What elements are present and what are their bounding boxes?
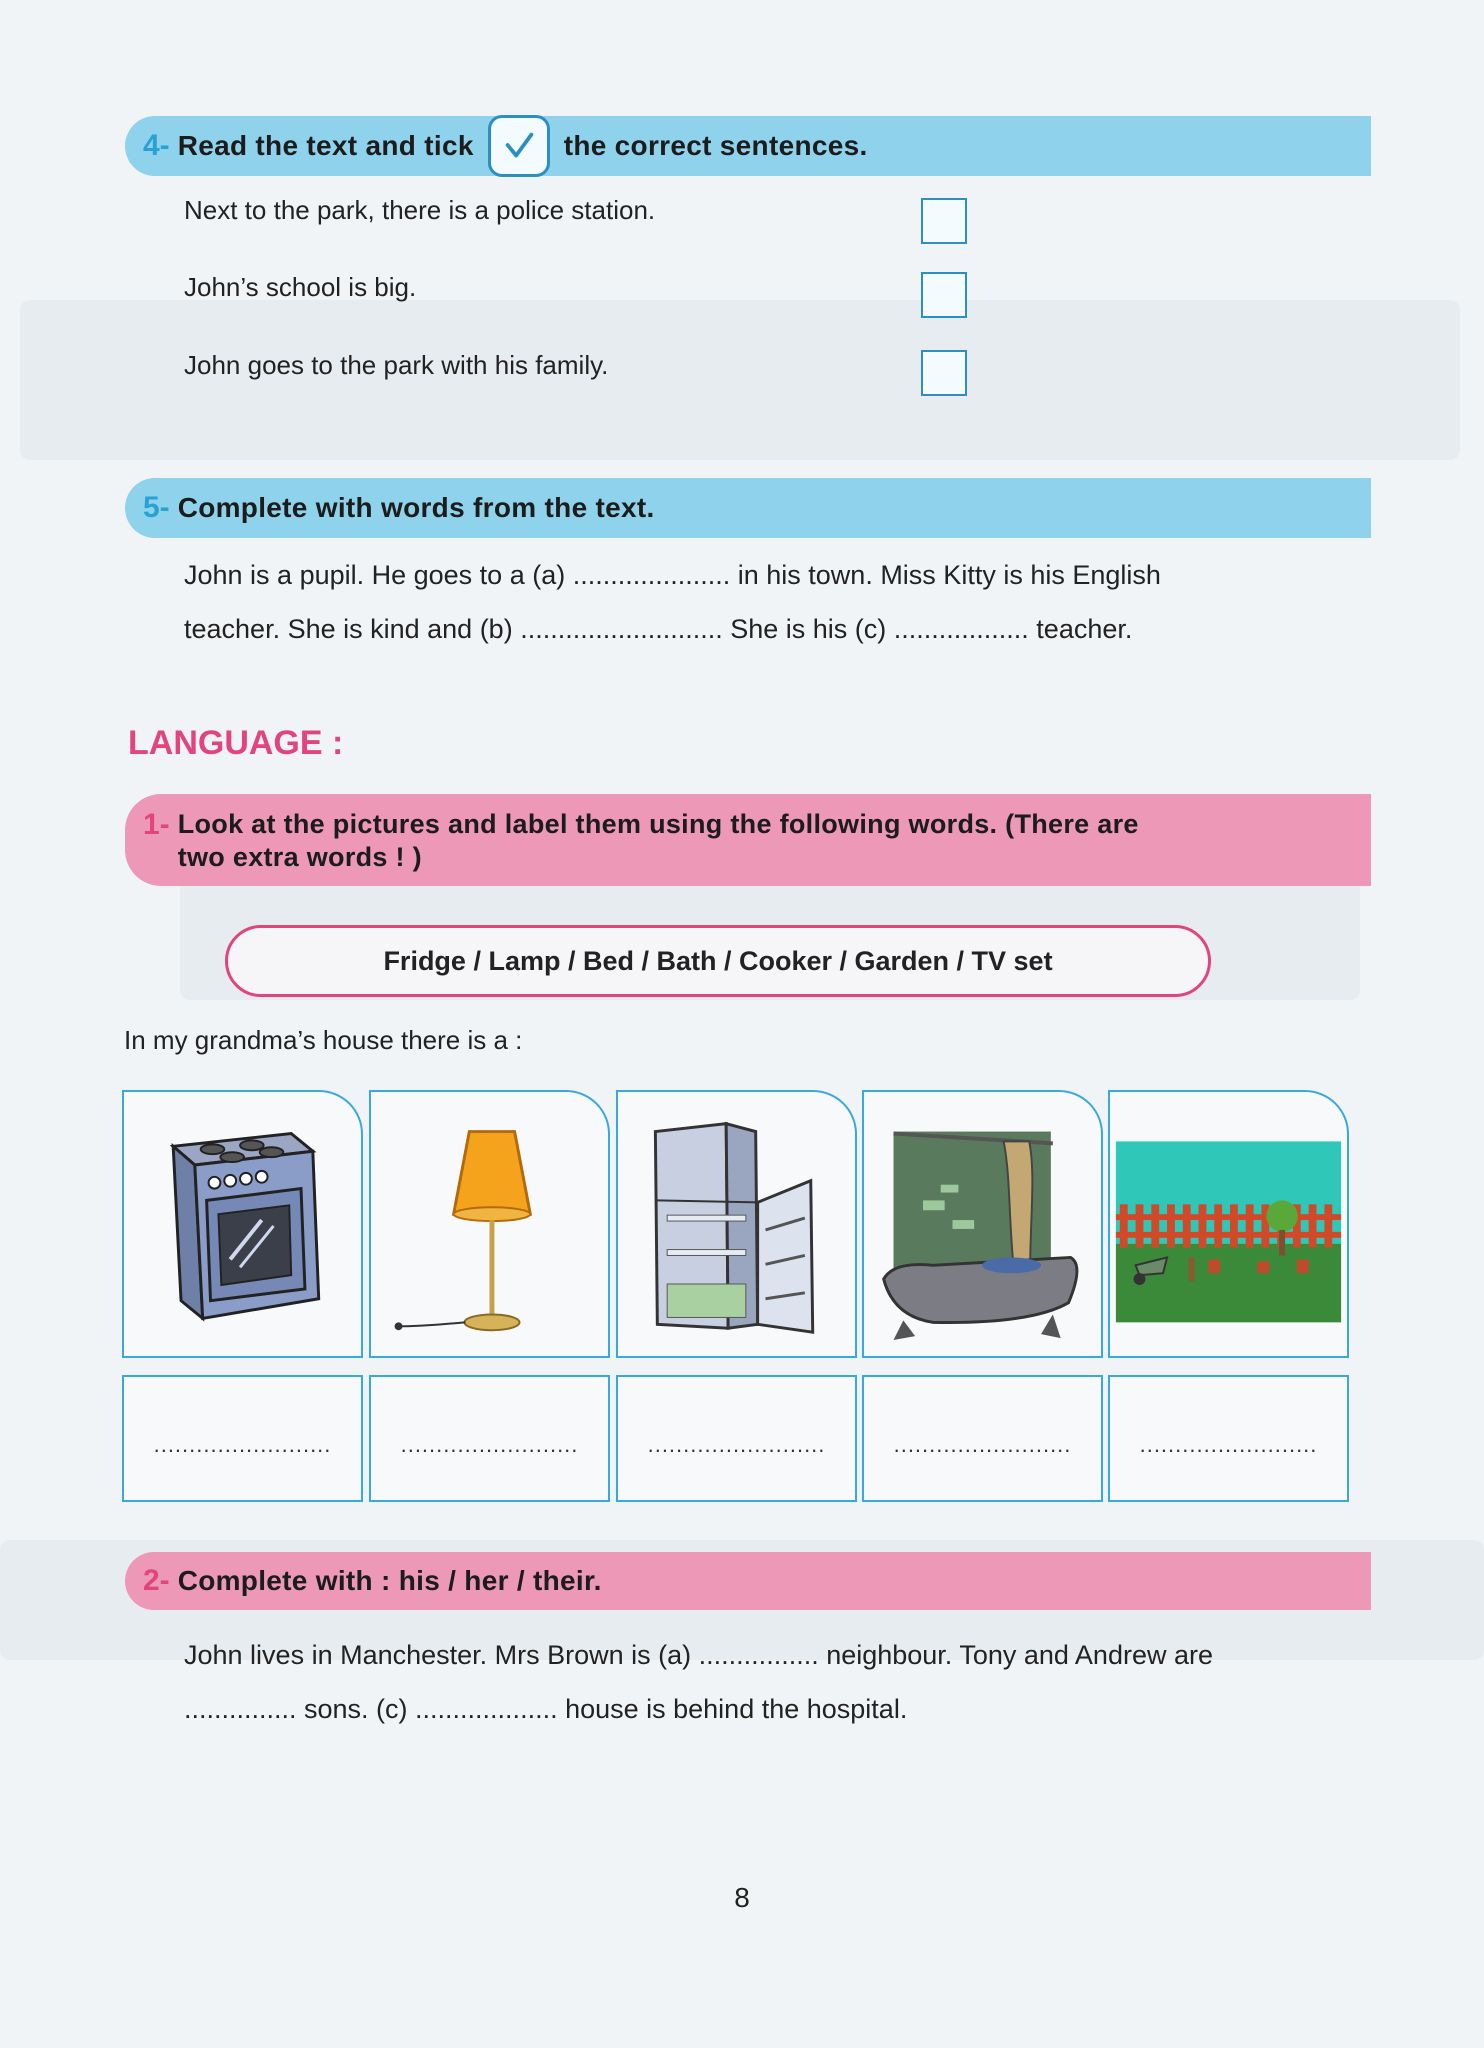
language-1-number: 1- [143, 808, 170, 841]
language-2-banner [125, 1552, 1371, 1610]
label-blank-1[interactable]: ......................... [122, 1375, 363, 1502]
label-blank-2[interactable]: ......................... [369, 1375, 610, 1502]
statement-1-checkbox[interactable] [921, 198, 967, 244]
language-2-line-2: ............... sons. (c) ................... house is behind the hospital. [184, 1694, 908, 1724]
bath-icon [864, 1092, 1101, 1356]
language-1-title-line-2: two extra words ! ) [177, 842, 422, 872]
statement-3-checkbox[interactable] [921, 350, 967, 396]
fridge-icon [618, 1092, 855, 1356]
exercise-4-number: 4- [143, 129, 170, 162]
garden-icon [1110, 1092, 1347, 1356]
language-2-title: Complete with : his / her / their. [177, 1565, 602, 1596]
label-blank-5[interactable]: ......................... [1108, 1375, 1349, 1502]
checkmark-icon [488, 115, 550, 177]
language-2-number: 2- [143, 1564, 170, 1597]
exercise-4-title-start: Read the text and tick [177, 130, 474, 161]
label-blank-4[interactable]: ......................... [862, 1375, 1103, 1502]
exercise-5-banner [125, 478, 1371, 538]
cooker-icon [124, 1092, 361, 1356]
language-1-banner [125, 794, 1371, 886]
exercise-5-text [184, 548, 1161, 656]
statement-2-checkbox[interactable] [921, 272, 967, 318]
statement-1: Next to the park, there is a police station. [184, 195, 656, 225]
picture-cooker [122, 1090, 363, 1358]
lamp-icon [371, 1092, 608, 1356]
picture-lamp [369, 1090, 610, 1358]
exercise-5-line-2: teacher. She is kind and (b) ........................... She is his (c) .................. teacher. [184, 614, 1133, 644]
language-2-line-1: John lives in Manchester. Mrs Brown is (a) ................ neighbour. Tony and Andrew are [184, 1640, 1213, 1670]
label-blank-3[interactable]: ......................... [616, 1375, 857, 1502]
exercise-5-number: 5- [143, 491, 170, 524]
language-1-title-line-1: Look at the pictures and label them using the following words. (There are [177, 809, 1139, 839]
picture-fridge [616, 1090, 857, 1358]
word-bank: Fridge / Lamp / Bed / Bath / Cooker / Garden / TV set [225, 925, 1211, 997]
exercise-5-line-1: John is a pupil. He goes to a (a) ..................... in his town. Miss Kitty is his English [184, 560, 1161, 590]
picture-bath [862, 1090, 1103, 1358]
statement-2: John’s school is big. [184, 272, 417, 302]
exercise-4-banner [125, 116, 1371, 176]
page-number: 8 [734, 1882, 750, 1913]
language-2-text [184, 1628, 1213, 1736]
picture-intro: In my grandma’s house there is a : [124, 1025, 523, 1055]
statement-3: John goes to the park with his family. [184, 350, 609, 380]
exercise-5-title: Complete with words from the text. [177, 492, 655, 523]
language-1-title [178, 808, 1139, 874]
picture-garden [1108, 1090, 1349, 1358]
exercise-4-title-end: the correct sentences. [563, 130, 868, 161]
language-heading: LANGUAGE : [128, 724, 344, 762]
